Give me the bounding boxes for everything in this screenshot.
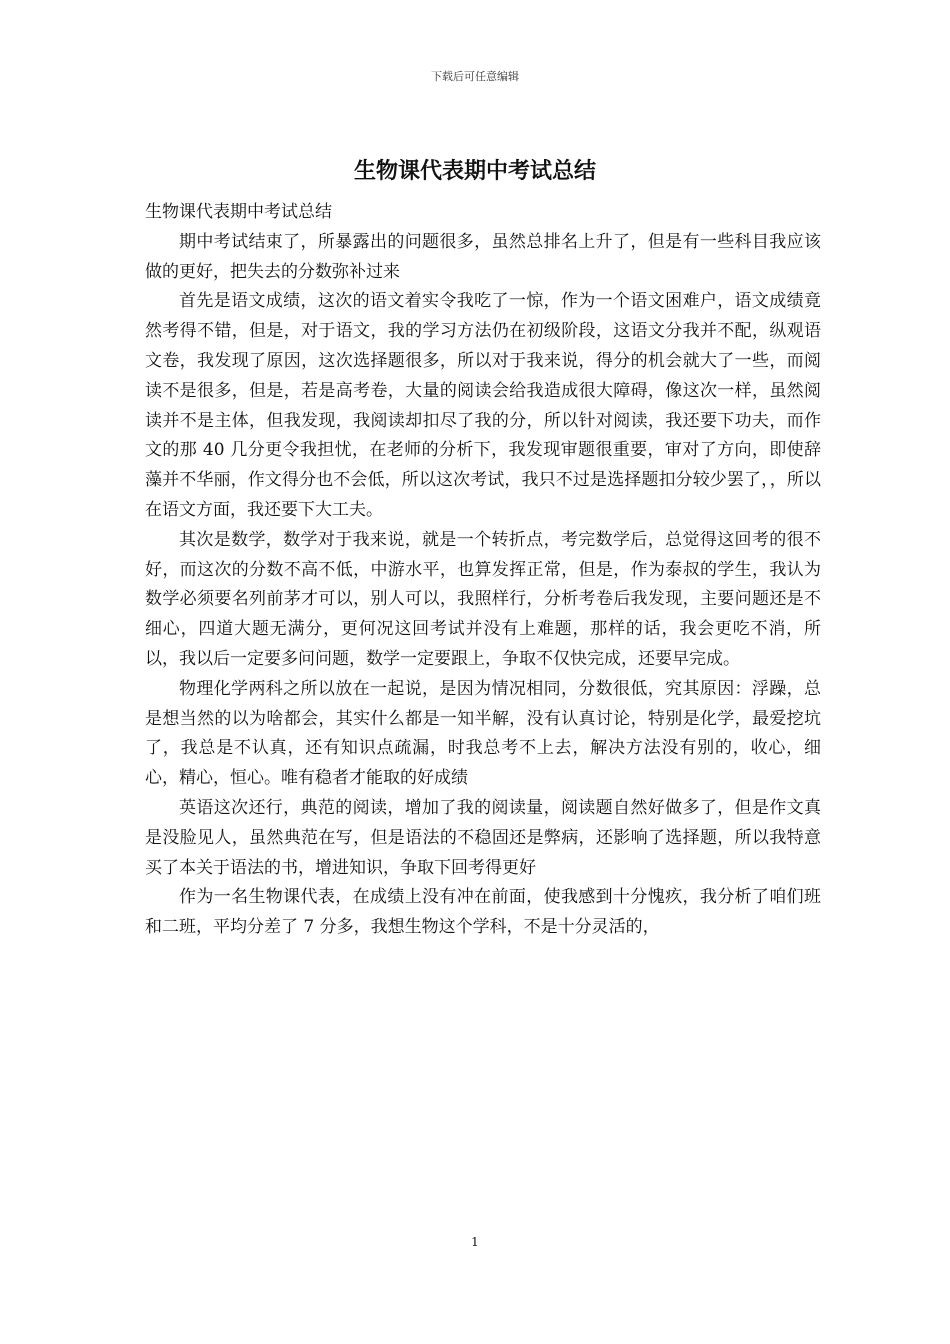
header-note: 下载后可任意编辑: [431, 70, 519, 83]
paragraph-intro: 期中考试结束了，所暴露出的问题很多，虽然总排名上升了，但是有一些科目我应该做的更好，把失去的分数弥补过来: [145, 231, 821, 282]
document-subtitle: 生物课代表期中考试总结: [145, 202, 332, 222]
page-number: 1: [471, 1235, 479, 1249]
paragraph-physics-chemistry: 物理化学两科之所以放在一起说，是因为情况相同，分数很低，究其原因：浮躁，总是想当然的以为啥都会，其实什么都是一知半解，没有认真讨论，特别是化学，最爱挖坑了，我总是不认真，还有知识点疏漏，时我总考不上去，解决方法没有别的，收心，细心，精心，恒心。唯有稳者才能取的好成绩: [145, 678, 821, 789]
paragraph-math: 其次是数学，数学对于我来说，就是一个转折点，考完数学后，总觉得这回考的很不好，而这次的分数不高不低，中游水平，也算发挥正常，但是，作为泰叔的学生，我认为数学必须要名列前茅才可以，别人可以，我照样行，分析考卷后我发现，主要问题还是不细心，四道大题无满分，更何况这回考试并没有上难题，那样的话，我会更吃不消，所以，我以后一定要多问问题，数学一定要跟上，争取不仅快完成，还要早完成。: [145, 529, 821, 669]
paragraph-english: 英语这次还行，典范的阅读，增加了我的阅读量，阅读题自然好做多了，但是作文真是没脸见人，虽然典范在写，但是语法的不稳固还是弊病，还影响了选择题，所以我特意买了本关于语法的书，增进知识，争取下回考得更好: [145, 797, 821, 878]
paragraph-biology: 作为一名生物课代表，在成绩上没有冲在前面，使我感到十分愧疚，我分析了咱们班和二班，平均分差了 7 分多，我想生物这个学科，不是十分灵活的，: [145, 887, 821, 938]
document-body: [145, 198, 821, 943]
paragraph-chinese: 首先是语文成绩，这次的语文着实令我吃了一惊，作为一个语文困难户，语文成绩竟然考得不错，但是，对于语文，我的学习方法仍在初级阶段，这语文分我并不配，纵观语文卷，我发现了原因，这次选择题很多，所以对于我来说，得分的机会就大了一些，而阅读不是很多，但是，若是高考卷，大量的阅读会给我造成很大障碍，像这次一样，虽然阅读并不是主体，但我发现，我阅读却扣尽了我的分，所以针对阅读，我还要下功夫，而作文的那 40 几分更令我担忧，在老师的分析下，我发现审题很重要，审对了方向，即使辞藻并不华丽，作文得分也不会低，所以这次考试，我只不过是选择题扣分较少罢了，，所以在语文方面，我还要下大工夫。: [145, 291, 821, 520]
document-title: 生物课代表期中考试总结: [353, 158, 596, 184]
